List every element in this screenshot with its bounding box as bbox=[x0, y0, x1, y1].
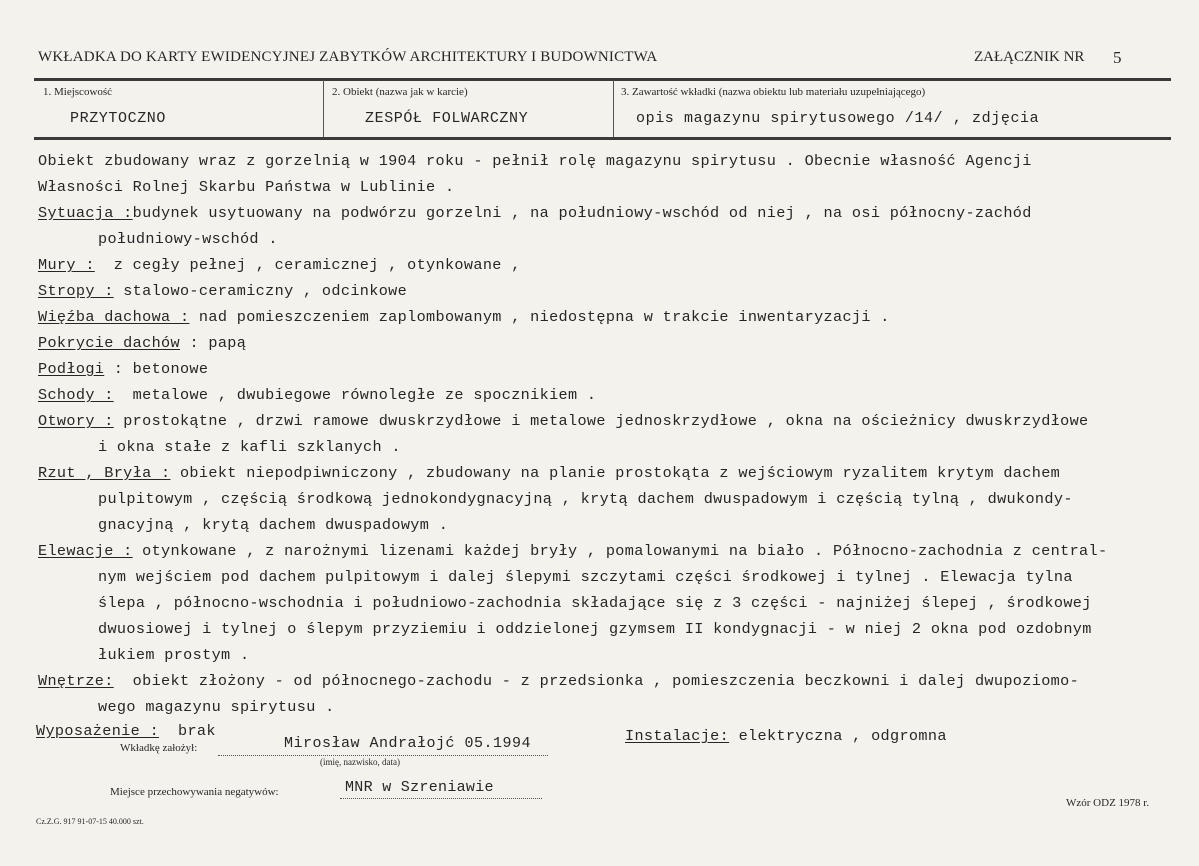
rzut-continuation: pulpitowym , częścią środkową jednokondygnacyjną , krytą dachem dwuspadowym i częścią tylną , dwukondy- bbox=[98, 490, 1073, 508]
negatives-dotted-line bbox=[340, 797, 542, 799]
intro-line: Własności Rolnej Skarbu Państwa w Lublinie . bbox=[38, 178, 455, 196]
schody-text: metalowe , dwubiegowe równoległe ze spocznikiem . bbox=[132, 386, 597, 404]
header-rule-bottom bbox=[34, 137, 1171, 140]
mury-text: z cegły pełnej , ceramicznej , otynkowane , bbox=[113, 256, 521, 274]
sytuacja-continuation: południowy-wschód . bbox=[98, 230, 278, 248]
wiezba-heading: Więźba dachowa : bbox=[38, 308, 190, 326]
wyposazenie-heading: Wyposażenie : bbox=[36, 722, 160, 740]
card-title: WKŁADKA DO KARTY EWIDENCYJNEJ ZABYTKÓW ARCHITEKTURY I BUDOWNICTWA bbox=[38, 49, 658, 65]
schody-heading: Schody : bbox=[38, 386, 114, 404]
section-otwory bbox=[38, 408, 1178, 434]
object-value: ZESPÓŁ FOLWARCZNY bbox=[365, 110, 529, 127]
section-wiezba bbox=[38, 304, 1178, 330]
podlogi-text: : betonowe bbox=[113, 360, 209, 378]
section-rzut bbox=[38, 460, 1178, 486]
field-divider-2 bbox=[613, 80, 614, 138]
wnetrze-text: obiekt złożony - od północnego-zachodu - z przedsionka , pomieszczenia beczkowni i dalej dwupoziomo- bbox=[132, 672, 1080, 690]
wnetrze-heading: Wnętrze: bbox=[38, 672, 114, 690]
wyposazenie-text: brak bbox=[177, 722, 216, 740]
otwory-text: prostokątne , drzwi ramowe dwuskrzydłowe i metalowe jednoskrzydłowe , okna na ościeżnicy dwuskrzydłowe bbox=[123, 412, 1089, 430]
section-schody bbox=[38, 382, 1178, 408]
elewacje-continuation: nym wejściem pod dachem pulpitowym i dalej ślepymi szczytami części środkowej i tylnej . Elewacja tylna bbox=[98, 568, 1073, 586]
negatives-label: Miejsce przechowywania negatywów: bbox=[110, 786, 279, 798]
section-sytuacja bbox=[38, 200, 1178, 226]
rzut-continuation: gnacyjną , krytą dachem dwuspadowym . bbox=[98, 516, 449, 534]
elewacje-text: otynkowane , z narożnymi lizenami każdej bryły , pomalowanymi na biało . Północno-zachodnia z central- bbox=[142, 542, 1108, 560]
contents-label: 3. Zawartość wkładki (nazwa obiektu lub materiału uzupełniającego) bbox=[621, 86, 926, 98]
author-dotted-line bbox=[218, 754, 548, 756]
rzut-text: obiekt niepodpiwniczony , zbudowany na planie prostokąta z wejściowym ryzalitem krytym dachem bbox=[179, 464, 1061, 482]
locality-label: 1. Miejscowość bbox=[43, 86, 113, 98]
podlogi-heading: Podłogi bbox=[38, 360, 105, 378]
sytuacja-text: budynek usytuowany na podwórzu gorzelni , na południowy-wschód od niej , na osi północny-zachód bbox=[132, 204, 1032, 222]
author-hint: (imię, nazwisko, data) bbox=[320, 757, 400, 767]
header-rule-top bbox=[34, 78, 1171, 81]
elewacje-heading: Elewacje : bbox=[38, 542, 133, 560]
wiezba-text: nad pomieszczeniem zaplombowanym , niedostępna w trakcie inwentaryzacji . bbox=[198, 308, 890, 326]
sytuacja-heading: Sytuacja : bbox=[38, 204, 133, 222]
section-stropy bbox=[38, 278, 1178, 304]
section-wyposazenie bbox=[36, 722, 216, 740]
attachment-number: 5 bbox=[1113, 48, 1122, 67]
locality-value: PRZYTOCZNO bbox=[70, 110, 167, 127]
elewacje-continuation: łukiem prostym . bbox=[98, 646, 250, 664]
author-value: Mirosław Andrałojć 05.1994 bbox=[284, 735, 532, 752]
instalacje-text: elektryczna , odgromna bbox=[738, 727, 947, 745]
attachment-label: ZAŁĄCZNIK NR bbox=[974, 49, 1085, 65]
elewacje-continuation: dwuosiowej i tylnej o ślepym przyziemiu i oddzielonej gzymsem II kondygnacji - w niej 2 okna pod ozdobnym bbox=[98, 620, 1092, 638]
template-version: Wzór ODZ 1978 r. bbox=[1066, 797, 1150, 809]
wnetrze-continuation: wego magazynu spirytusu . bbox=[98, 698, 335, 716]
description-body bbox=[38, 148, 1178, 720]
mury-heading: Mury : bbox=[38, 256, 95, 274]
rzut-heading: Rzut , Bryła : bbox=[38, 464, 171, 482]
field-divider-1 bbox=[323, 80, 324, 138]
pokrycie-heading: Pokrycie dachów bbox=[38, 334, 180, 352]
stropy-text: stalowo-ceramiczny , odcinkowe bbox=[123, 282, 408, 300]
otwory-continuation: i okna stałe z kafli szklanych . bbox=[98, 438, 401, 456]
contents-value: opis magazynu spirytusowego /14/ , zdjęcia bbox=[636, 110, 1040, 127]
stropy-heading: Stropy : bbox=[38, 282, 114, 300]
section-podlogi bbox=[38, 356, 1178, 382]
negatives-value: MNR w Szreniawie bbox=[345, 779, 494, 796]
instalacje-heading: Instalacje: bbox=[625, 727, 730, 745]
section-elewacje bbox=[38, 538, 1178, 564]
section-pokrycie bbox=[38, 330, 1178, 356]
pokrycie-text: : papą bbox=[189, 334, 247, 352]
otwory-heading: Otwory : bbox=[38, 412, 114, 430]
author-label: Wkładkę założył: bbox=[120, 742, 198, 754]
section-wnetrze bbox=[38, 668, 1178, 694]
elewacje-continuation: ślepa , północno-wschodnia i południowo-zachodnia składające się z 3 części - najniżej ślepej , środkowej bbox=[98, 594, 1092, 612]
section-instalacje bbox=[625, 727, 947, 745]
object-label: 2. Obiekt (nazwa jak w karcie) bbox=[332, 86, 468, 98]
intro-line: Obiekt zbudowany wraz z gorzelnią w 1904 roku - pełnił rolę magazynu spirytusu . Obecnie własność Agencji bbox=[38, 152, 1032, 170]
print-info: Cz.Z.G. 917 91-07-15 40.000 szt. bbox=[36, 817, 144, 826]
section-mury bbox=[38, 252, 1178, 278]
